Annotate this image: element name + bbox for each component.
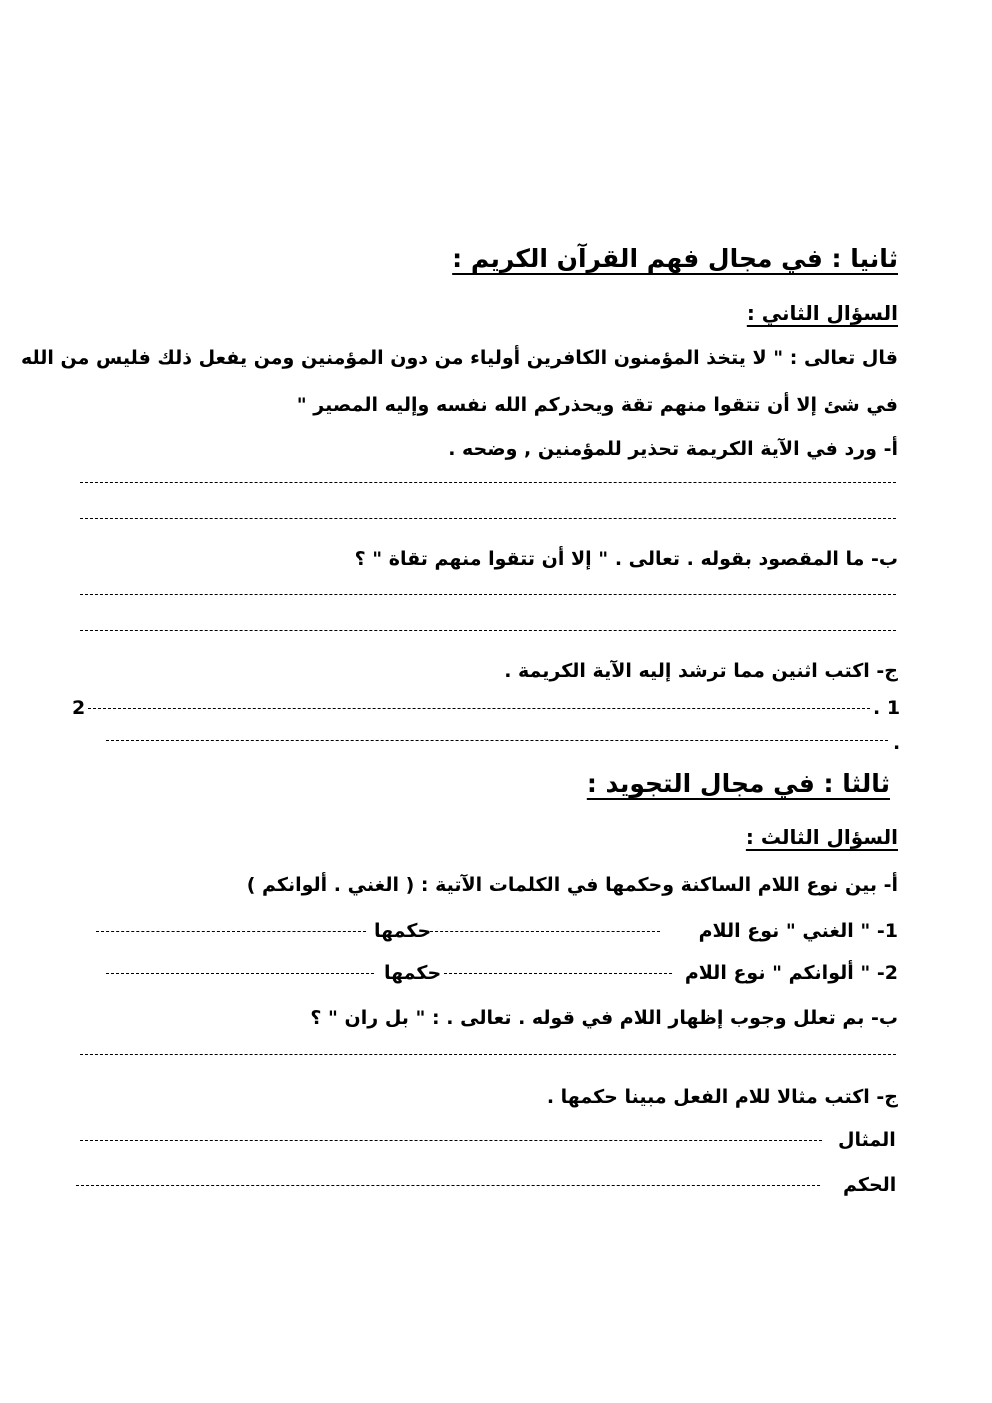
row2-rule-label: حكمها [384, 962, 442, 984]
answer-line-2c-1[interactable] [88, 708, 870, 709]
answer-line-2c-2[interactable] [106, 740, 888, 741]
question-title-2: السؤال الثاني : [746, 301, 898, 325]
row1-type-blank[interactable] [430, 931, 660, 932]
answer-dot: . [893, 732, 901, 754]
example-label: المثال [838, 1129, 896, 1151]
ruling-label: الحكم [843, 1174, 897, 1196]
question-3b: ب- بم تعلل وجوب إظهار اللام في قوله . تعالى . : " بل ران " ؟ [310, 1007, 898, 1029]
answer-number-2: 2 [72, 697, 86, 719]
row1-label: 1- " الغني " نوع اللام [698, 920, 898, 942]
answer-line-2b-2[interactable] [80, 630, 896, 631]
question-3a: أ- بين نوع اللام الساكنة وحكمها في الكلمات الآتية : ( الغني . ألوانكم ) [246, 874, 898, 896]
question-3c: ج- اكتب مثالا للام الفعل مبينا حكمها . [546, 1086, 898, 1108]
row1-rule-blank[interactable] [96, 931, 366, 932]
verse-line-2: في شئ إلا أن تتقوا منهم تقة ويحذركم الله نفسه وإليه المصير " [296, 394, 898, 416]
row2-type-blank[interactable] [444, 973, 672, 974]
section-heading-quran: ثانيا : في مجال فهم القرآن الكريم : [452, 244, 898, 273]
answer-line-3b[interactable] [80, 1054, 896, 1055]
row1-rule-label: حكمها [374, 920, 432, 942]
ruling-blank[interactable] [76, 1185, 820, 1186]
verse-line-1: قال تعالى : " لا يتخذ المؤمنون الكافرين أولياء من دون المؤمنين ومن يفعل ذلك فليس من الله [20, 347, 898, 369]
question-2b: ب- ما المقصود بقوله . تعالى . " إلا أن تتقوا منهم تقاة " ؟ [354, 548, 898, 570]
question-title-3: السؤال الثالث : [745, 825, 898, 849]
answer-number-1: 1 . [873, 697, 901, 719]
row2-label: 2- " ألوانكم " نوع اللام [684, 962, 898, 984]
answer-line-2a-2[interactable] [80, 518, 896, 519]
row2-rule-blank[interactable] [106, 973, 374, 974]
answer-line-2b-1[interactable] [80, 594, 896, 595]
example-blank[interactable] [80, 1140, 822, 1141]
section-heading-tajweed: ثالثا : في مجال التجويد : [586, 769, 890, 798]
question-2c: ج- اكتب اثنين مما ترشد إليه الآية الكريمة . [504, 660, 898, 682]
question-2a: أ- ورد في الآية الكريمة تحذير للمؤمنين , وضحه . [448, 438, 898, 460]
answer-line-2a-1[interactable] [80, 482, 896, 483]
